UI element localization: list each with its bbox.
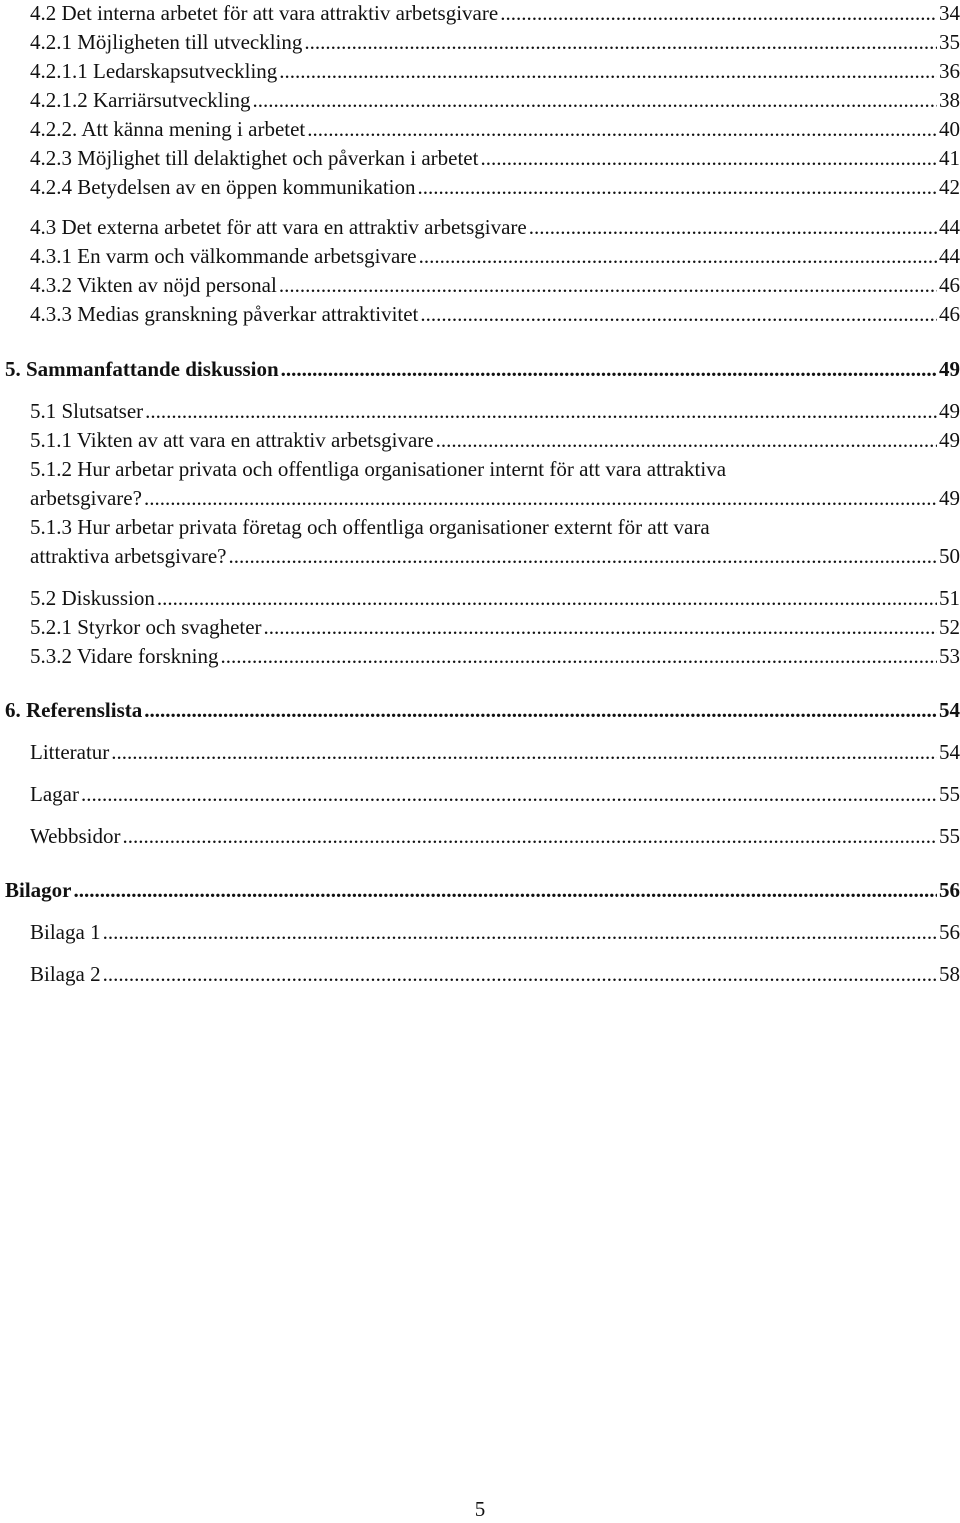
toc-leader bbox=[145, 398, 937, 424]
toc-entry bbox=[30, 272, 960, 298]
toc-entry-page: 50 bbox=[939, 544, 960, 568]
toc-entry-line2 bbox=[30, 484, 960, 513]
toc-leader bbox=[221, 643, 938, 669]
toc-leader bbox=[144, 484, 937, 513]
toc-entry bbox=[30, 919, 960, 945]
toc-entry-title: 4.2.1.1 Ledarskapsutveckling bbox=[30, 59, 278, 83]
toc-leader bbox=[500, 0, 937, 26]
toc-entry-title-cont: attraktiva arbetsgivare? bbox=[30, 544, 227, 568]
toc-entry-page: 51 bbox=[939, 586, 960, 610]
toc-entry bbox=[30, 174, 960, 200]
toc-entry-page: 46 bbox=[939, 273, 960, 297]
page-number: 5 bbox=[474, 1497, 486, 1521]
toc-entry bbox=[30, 116, 960, 142]
toc-entry-title: 4.3 Det externa arbetet för att vara en attraktiv arbetsgivare bbox=[30, 215, 527, 239]
toc-entry-title: 4.2.1.2 Karriärsutveckling bbox=[30, 88, 251, 112]
toc-entry bbox=[30, 781, 960, 807]
toc-leader bbox=[144, 697, 937, 723]
toc-entry-title: 5.2.1 Styrkor och svagheter bbox=[30, 615, 262, 639]
toc-leader bbox=[228, 542, 937, 571]
toc-entry-title: 5.1.3 Hur arbetar privata företag och offentliga organisationer externt för att vara bbox=[30, 515, 710, 539]
toc-leader bbox=[418, 174, 937, 200]
toc-entry-page: 36 bbox=[939, 59, 960, 83]
toc-entry-page: 46 bbox=[939, 302, 960, 326]
toc-entry-page: 38 bbox=[939, 88, 960, 112]
toc-entry bbox=[30, 643, 960, 669]
toc-entry-title: 4.3.3 Medias granskning påverkar attraktivitet bbox=[30, 302, 419, 326]
toc-entry bbox=[30, 961, 960, 987]
toc-leader bbox=[420, 301, 937, 327]
toc-entry bbox=[30, 513, 960, 571]
toc-entry-title: Bilaga 2 bbox=[30, 962, 101, 986]
toc-entry-title: 5.2 Diskussion bbox=[30, 586, 155, 610]
toc-entry-page: 35 bbox=[939, 30, 960, 54]
toc-leader bbox=[264, 614, 937, 640]
toc-entry-page: 56 bbox=[939, 878, 960, 902]
toc-heading bbox=[5, 356, 960, 382]
toc-entry-page: 55 bbox=[939, 824, 960, 848]
toc-entry-title: 4.2 Det interna arbetet för att vara attraktiv arbetsgivare bbox=[30, 1, 499, 25]
toc-entry bbox=[30, 823, 960, 849]
toc-entry-title: 4.2.1 Möjligheten till utveckling bbox=[30, 30, 303, 54]
toc-heading bbox=[5, 697, 960, 723]
toc-leader bbox=[103, 961, 937, 987]
toc-entry bbox=[30, 214, 960, 240]
toc-entry bbox=[30, 585, 960, 611]
toc-leader bbox=[74, 877, 938, 903]
toc-entry-title: Litteratur bbox=[30, 740, 110, 764]
toc-entry-title: 4.3.1 En varm och välkommande arbetsgivare bbox=[30, 244, 417, 268]
toc-leader bbox=[81, 781, 937, 807]
toc-entry-page: 42 bbox=[939, 175, 960, 199]
toc-entry-page: 44 bbox=[939, 215, 960, 239]
toc-entry-title-cont: arbetsgivare? bbox=[30, 486, 142, 510]
toc-entry bbox=[30, 243, 960, 269]
toc-entry bbox=[30, 29, 960, 55]
toc-entry-line2 bbox=[30, 542, 960, 571]
toc-entry-page: 34 bbox=[939, 1, 960, 25]
toc-entry-title: Lagar bbox=[30, 782, 79, 806]
toc-leader bbox=[281, 356, 937, 382]
toc-leader bbox=[529, 214, 937, 240]
toc-entry-title: 5.1.2 Hur arbetar privata och offentliga organisationer internt för att vara attraktiva bbox=[30, 457, 727, 481]
toc-entry-page: 53 bbox=[939, 644, 960, 668]
toc-entry bbox=[30, 0, 960, 26]
toc-leader bbox=[480, 145, 937, 171]
toc-leader bbox=[307, 116, 937, 142]
toc-entry-page: 52 bbox=[939, 615, 960, 639]
toc-entry-title: Webbsidor bbox=[30, 824, 121, 848]
toc-entry bbox=[30, 301, 960, 327]
toc-entry-title: 5.1 Slutsatser bbox=[30, 399, 144, 423]
toc-leader bbox=[111, 739, 937, 765]
toc-leader bbox=[419, 243, 937, 269]
toc-leader bbox=[279, 272, 937, 298]
toc-leader bbox=[103, 919, 937, 945]
toc-entry-page: 49 bbox=[939, 399, 960, 423]
toc-entry-page: 56 bbox=[939, 920, 960, 944]
toc-entry bbox=[30, 87, 960, 113]
toc-entry bbox=[30, 455, 960, 513]
toc-entry-title: 4.2.3 Möjlighet till delaktighet och påverkan i arbetet bbox=[30, 146, 479, 170]
toc-leader bbox=[157, 585, 937, 611]
toc-entry-title: 4.2.4 Betydelsen av en öppen kommunikation bbox=[30, 175, 416, 199]
toc-leader bbox=[436, 427, 937, 453]
toc-entry bbox=[30, 614, 960, 640]
toc-entry-title: Bilagor bbox=[5, 878, 72, 902]
toc-entry-page: 44 bbox=[939, 244, 960, 268]
toc-leader bbox=[279, 58, 937, 84]
toc-entry bbox=[30, 398, 960, 424]
toc-entry-page: 58 bbox=[939, 962, 960, 986]
toc-entry-title: 5. Sammanfattande diskussion bbox=[5, 357, 279, 381]
toc-entry-title: 4.2.2. Att känna mening i arbetet bbox=[30, 117, 306, 141]
toc-entry-title: Bilaga 1 bbox=[30, 920, 101, 944]
toc-entry bbox=[30, 739, 960, 765]
toc-entry-title: 4.3.2 Vikten av nöjd personal bbox=[30, 273, 277, 297]
toc-entry-page: 49 bbox=[939, 428, 960, 452]
toc-entry-page: 49 bbox=[939, 486, 960, 510]
toc-entry bbox=[30, 58, 960, 84]
toc-entry-title: 5.3.2 Vidare forskning bbox=[30, 644, 219, 668]
toc-entry-page: 54 bbox=[939, 740, 960, 764]
toc-entry-page: 54 bbox=[939, 698, 960, 722]
toc-entry-page: 55 bbox=[939, 782, 960, 806]
toc-entry-page: 41 bbox=[939, 146, 960, 170]
toc-heading bbox=[5, 877, 960, 903]
toc-entry bbox=[30, 145, 960, 171]
toc-entry bbox=[30, 427, 960, 453]
toc-leader bbox=[122, 823, 937, 849]
toc-entry-page: 40 bbox=[939, 117, 960, 141]
toc-entry-page: 49 bbox=[939, 357, 960, 381]
toc-leader bbox=[252, 87, 937, 113]
toc-entry-title: 6. Referenslista bbox=[5, 698, 143, 722]
toc-entry-title: 5.1.1 Vikten av att vara en attraktiv arbetsgivare bbox=[30, 428, 434, 452]
toc-leader bbox=[304, 29, 937, 55]
